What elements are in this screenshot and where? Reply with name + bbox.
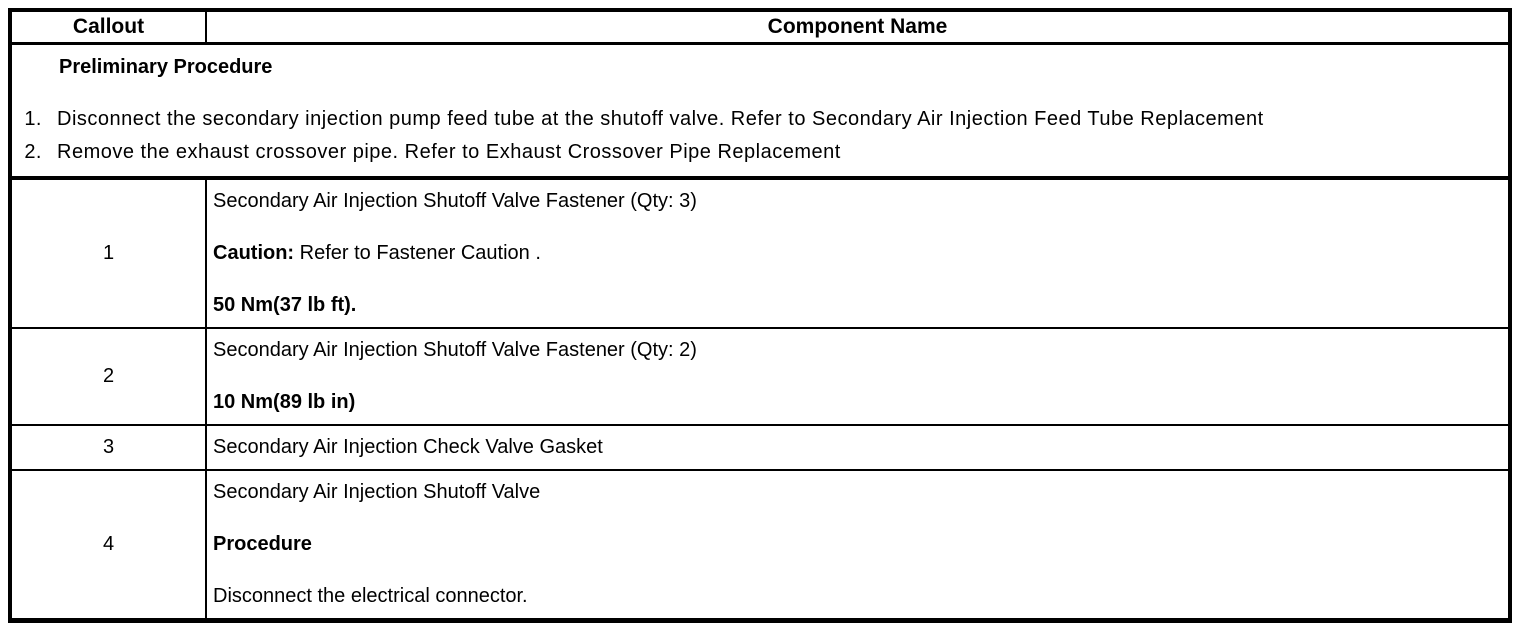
component-description bbox=[207, 180, 1508, 327]
description-line bbox=[213, 338, 1502, 362]
callout-number: 1 bbox=[12, 180, 207, 327]
text-segment: Secondary Air Injection Shutoff Valve bbox=[213, 481, 541, 503]
table-row bbox=[12, 426, 1508, 471]
step-text: Remove the exhaust crossover pipe. Refer to Exhaust Crossover Pipe Replacement bbox=[57, 141, 841, 163]
text-segment: Secondary Air Injection Shutoff Valve Fastener (Qty: 2) bbox=[213, 339, 697, 361]
description-line bbox=[213, 532, 1502, 556]
preliminary-step bbox=[12, 136, 1500, 169]
callout-number: 2 bbox=[12, 329, 207, 424]
text-segment: Refer to Fastener Caution . bbox=[294, 242, 541, 264]
callout-column-header: Callout bbox=[12, 12, 207, 42]
text-segment: Disconnect the electrical connector. bbox=[213, 585, 528, 607]
preliminary-procedure-title: Preliminary Procedure bbox=[59, 56, 273, 78]
description-line bbox=[213, 584, 1502, 608]
step-text: Disconnect the secondary injection pump feed tube at the shutoff valve. Refer to Secondary Air Injection Feed Tube Replacement bbox=[57, 108, 1264, 130]
description-line bbox=[213, 293, 1502, 317]
description-line bbox=[213, 480, 1502, 504]
step-number: 2. bbox=[24, 141, 42, 163]
table-body bbox=[12, 180, 1508, 618]
callout-number: 4 bbox=[12, 471, 207, 618]
component-callout-table bbox=[8, 8, 1512, 623]
description-line bbox=[213, 241, 1502, 265]
preliminary-steps-list bbox=[12, 103, 1500, 169]
table-row bbox=[12, 329, 1508, 426]
text-segment: Procedure bbox=[213, 533, 312, 555]
component-name-column-header: Component Name bbox=[767, 15, 948, 38]
text-segment: 50 Nm(37 lb ft). bbox=[213, 294, 357, 316]
text-segment: 10 Nm(89 lb in) bbox=[213, 391, 356, 413]
table-row bbox=[12, 180, 1508, 329]
description-line bbox=[213, 435, 1502, 459]
text-segment: Secondary Air Injection Shutoff Valve Fastener (Qty: 3) bbox=[213, 190, 697, 212]
step-number: 1. bbox=[24, 108, 42, 130]
description-line bbox=[213, 390, 1502, 414]
table-row bbox=[12, 471, 1508, 618]
component-description bbox=[207, 329, 1508, 424]
component-description bbox=[207, 426, 1508, 469]
text-segment: Caution: bbox=[213, 242, 295, 264]
description-line bbox=[213, 189, 1502, 213]
component-description bbox=[207, 471, 1508, 618]
preliminary-procedure-section bbox=[12, 45, 1508, 180]
preliminary-step bbox=[12, 103, 1500, 136]
table-header-row bbox=[12, 12, 1508, 45]
text-segment: Secondary Air Injection Check Valve Gasket bbox=[213, 436, 603, 458]
callout-number: 3 bbox=[12, 426, 207, 469]
